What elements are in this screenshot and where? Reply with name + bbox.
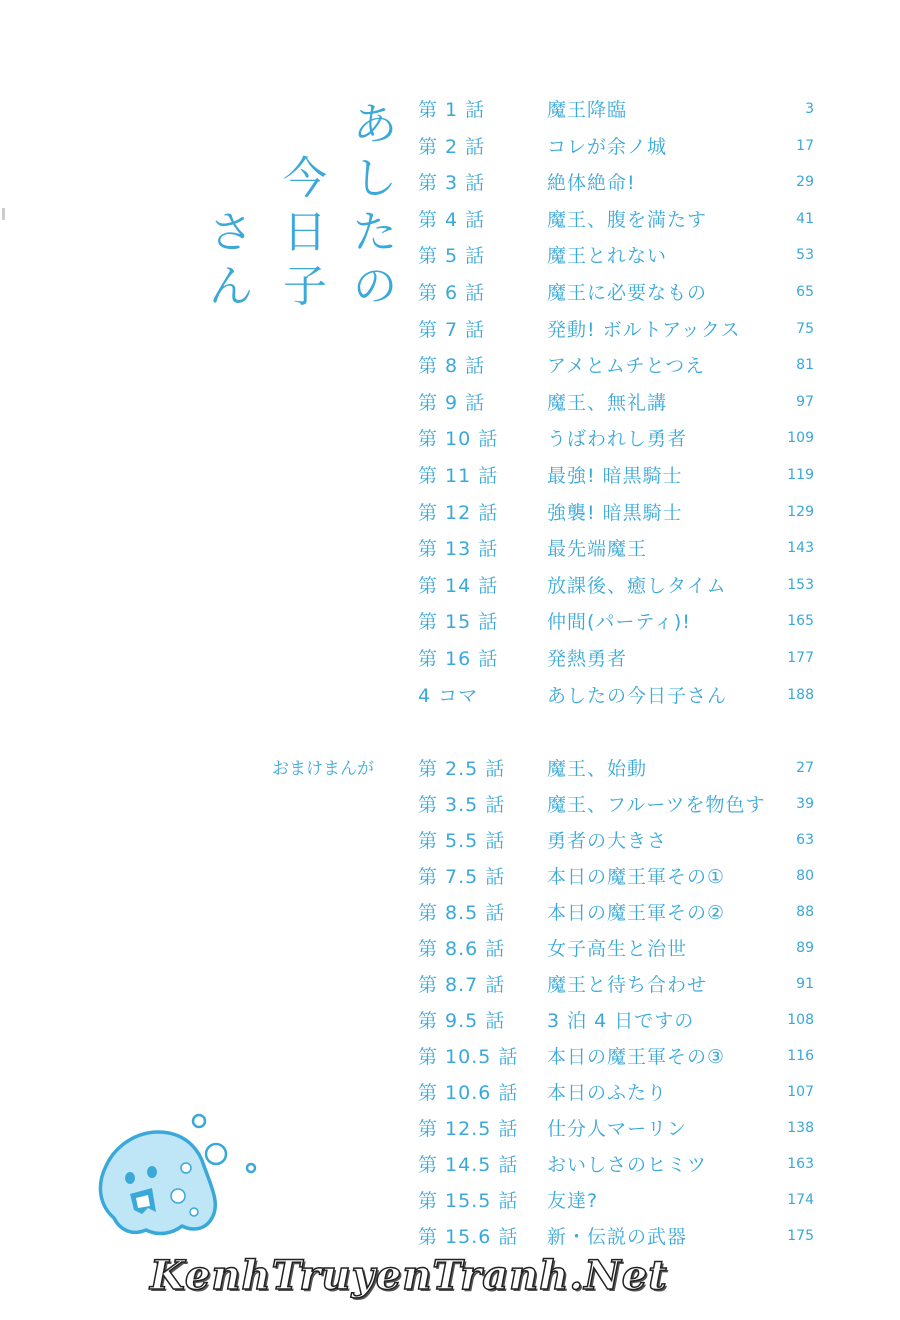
chapter-title: 魔王降臨 xyxy=(547,99,628,121)
toc-entry[interactable] xyxy=(0,934,900,964)
page-number: 138 xyxy=(787,1120,814,1136)
title-char: 子 xyxy=(283,261,327,312)
chapter-number: 第 2 話 xyxy=(418,135,486,158)
toc-entry[interactable] xyxy=(0,898,900,928)
chapter-number: 第 12 話 xyxy=(418,501,499,524)
page-number: 188 xyxy=(787,686,814,703)
chapter-number: 第 10 話 xyxy=(418,428,499,451)
page-number: 174 xyxy=(787,1192,814,1208)
toc-entry[interactable] xyxy=(0,754,900,784)
page-number: 29 xyxy=(796,174,814,191)
toc-entry[interactable] xyxy=(0,826,900,856)
chapter-title: コレが余ノ城 xyxy=(547,135,668,158)
title-char: さ xyxy=(209,207,253,258)
page-number: 91 xyxy=(796,976,814,992)
toc-entry[interactable] xyxy=(0,241,900,271)
chapter-number: 第 14.5 話 xyxy=(418,1154,519,1176)
chapter-number: 第 8.5 話 xyxy=(418,902,506,924)
chapter-number: 第 5.5 話 xyxy=(418,830,506,852)
chapter-title: 強襲! 暗黒騎士 xyxy=(547,501,683,524)
page-number: 80 xyxy=(796,868,814,884)
chapter-number: 第 10.5 話 xyxy=(418,1046,519,1068)
title-char: あ xyxy=(353,99,397,150)
chapter-title: 新・伝説の武器 xyxy=(547,1226,688,1248)
chapter-title: 魔王、無礼講 xyxy=(547,391,668,414)
chapter-title: 勇者の大きさ xyxy=(547,830,668,852)
watermark-text: KenhTruyenTranh.Net xyxy=(150,1252,668,1299)
chapter-number: 第 13 話 xyxy=(418,538,499,561)
page-number: 153 xyxy=(787,576,814,593)
toc-entry[interactable] xyxy=(0,351,900,381)
page-number: 27 xyxy=(796,760,814,776)
toc-entry[interactable] xyxy=(0,315,900,345)
chapter-number: 第 10.6 話 xyxy=(418,1082,519,1104)
chapter-number: 第 7.5 話 xyxy=(418,866,506,888)
chapter-number: 第 9.5 話 xyxy=(418,1010,506,1032)
chapter-number: 第 12.5 話 xyxy=(418,1118,519,1140)
chapter-title: 女子高生と治世 xyxy=(547,938,688,960)
page-number: 116 xyxy=(787,1048,814,1064)
chapter-title: あしたの今日子さん xyxy=(547,684,728,707)
page-number: 143 xyxy=(787,540,814,557)
chapter-title: 最強! 暗黒騎士 xyxy=(547,465,683,487)
chapter-number: 第 1 話 xyxy=(418,99,486,121)
toc-entry[interactable] xyxy=(0,970,900,1000)
chapter-title: アメとムチとつえ xyxy=(547,355,706,378)
toc-entry[interactable] xyxy=(0,644,900,674)
page-number: 129 xyxy=(787,503,814,520)
toc-entry[interactable] xyxy=(0,168,900,198)
slime-mascot-icon xyxy=(94,1108,264,1248)
page-number: 97 xyxy=(796,393,814,410)
toc-entry[interactable] xyxy=(0,461,900,491)
chapter-number: 第 3.5 話 xyxy=(418,794,506,816)
toc-entry[interactable] xyxy=(0,278,900,308)
toc-entry[interactable] xyxy=(0,388,900,418)
chapter-title: 魔王、始動 xyxy=(547,758,648,780)
chapter-number: 第 15.5 話 xyxy=(418,1190,519,1212)
chapter-title: 魔王と待ち合わせ xyxy=(547,974,708,996)
title-char: 日 xyxy=(283,207,327,258)
chapter-number: 4 コマ xyxy=(418,684,479,707)
page-number: 109 xyxy=(787,430,814,447)
chapter-title: 魔王とれない xyxy=(547,245,668,268)
toc-entry[interactable] xyxy=(0,205,900,235)
toc-entry[interactable] xyxy=(0,607,900,637)
chapter-title: 発熱勇者 xyxy=(547,648,628,670)
chapter-title: 仲間(パーティ)! xyxy=(547,611,691,634)
chapter-title: 本日の魔王軍その③ xyxy=(547,1046,726,1068)
page-number: 163 xyxy=(787,1156,814,1172)
page-number: 107 xyxy=(787,1084,814,1100)
toc-entry[interactable] xyxy=(0,424,900,454)
page-number: 53 xyxy=(796,247,814,264)
chapter-title: 3 泊 4 日ですの xyxy=(547,1010,695,1032)
toc-entry[interactable] xyxy=(0,790,900,820)
chapter-title: 魔王、フルーツを物色す xyxy=(547,794,766,816)
chapter-number: 第 2.5 話 xyxy=(418,758,506,780)
chapter-title: 魔王に必要なもの xyxy=(547,282,708,304)
page-number: 88 xyxy=(796,904,814,920)
page-number: 17 xyxy=(796,137,814,154)
chapter-title: 本日のふたり xyxy=(547,1082,668,1104)
chapter-title: おいしさのヒミツ xyxy=(547,1154,708,1176)
page-number: 39 xyxy=(796,796,814,812)
page-number: 41 xyxy=(796,210,814,227)
chapter-title: 友達? xyxy=(547,1190,599,1212)
toc-entry[interactable] xyxy=(0,862,900,892)
chapter-title: 本日の魔王軍その① xyxy=(547,866,726,888)
chapter-title: 魔王、腹を満たす xyxy=(547,208,708,231)
chapter-number: 第 9 話 xyxy=(418,391,486,414)
chapter-number: 第 8.7 話 xyxy=(418,974,506,996)
page-number: 81 xyxy=(796,357,814,374)
chapter-title: 本日の魔王軍その② xyxy=(547,902,726,924)
chapter-number: 第 8.6 話 xyxy=(418,938,506,960)
chapter-number: 第 15 話 xyxy=(418,611,499,634)
title-char: 今 xyxy=(283,153,327,204)
toc-entry[interactable] xyxy=(0,534,900,564)
page-number: 175 xyxy=(787,1228,814,1244)
chapter-number: 第 16 話 xyxy=(418,648,499,670)
toc-entry[interactable] xyxy=(0,681,900,711)
chapter-title: 仕分人マーリン xyxy=(547,1118,688,1140)
toc-entry[interactable] xyxy=(0,132,900,162)
page-number: 63 xyxy=(796,832,814,848)
chapter-title: 発動! ボルトアックス xyxy=(547,318,741,341)
page-number: 3 xyxy=(805,101,814,117)
chapter-title: 最先端魔王 xyxy=(547,538,648,561)
chapter-title: 絶体絶命! xyxy=(547,172,636,195)
page-number: 165 xyxy=(787,613,814,630)
page-number: 177 xyxy=(787,650,814,666)
omake-label: おまけまんが xyxy=(272,759,374,779)
toc-entry[interactable] xyxy=(0,1042,900,1072)
toc-entry[interactable] xyxy=(0,571,900,601)
chapter-number: 第 7 話 xyxy=(418,318,486,341)
chapter-number: 第 6 話 xyxy=(418,282,486,304)
title-char: し xyxy=(353,153,397,204)
chapter-number: 第 4 話 xyxy=(418,208,486,231)
chapter-number: 第 3 話 xyxy=(418,172,486,195)
toc-entry[interactable] xyxy=(0,498,900,528)
title-char: ん xyxy=(209,261,253,312)
toc-entry[interactable] xyxy=(0,1006,900,1036)
page-number: 75 xyxy=(796,320,814,337)
chapter-title: うばわれし勇者 xyxy=(547,428,688,451)
chapter-number: 第 8 話 xyxy=(418,355,486,378)
title-char: の xyxy=(353,261,397,312)
chapter-title: 放課後、癒しタイム xyxy=(547,574,727,597)
title-char: た xyxy=(353,207,397,258)
chapter-number: 第 5 話 xyxy=(418,245,486,268)
chapter-number: 第 11 話 xyxy=(418,465,499,487)
chapter-number: 第 14 話 xyxy=(418,574,499,597)
chapter-number: 第 15.6 話 xyxy=(418,1226,519,1248)
page-number: 65 xyxy=(796,284,814,300)
page-number: 89 xyxy=(796,940,814,956)
page-number: 108 xyxy=(787,1012,814,1028)
toc-entry[interactable] xyxy=(0,95,900,125)
page-number: 119 xyxy=(787,467,814,483)
toc-entry[interactable] xyxy=(0,1078,900,1108)
